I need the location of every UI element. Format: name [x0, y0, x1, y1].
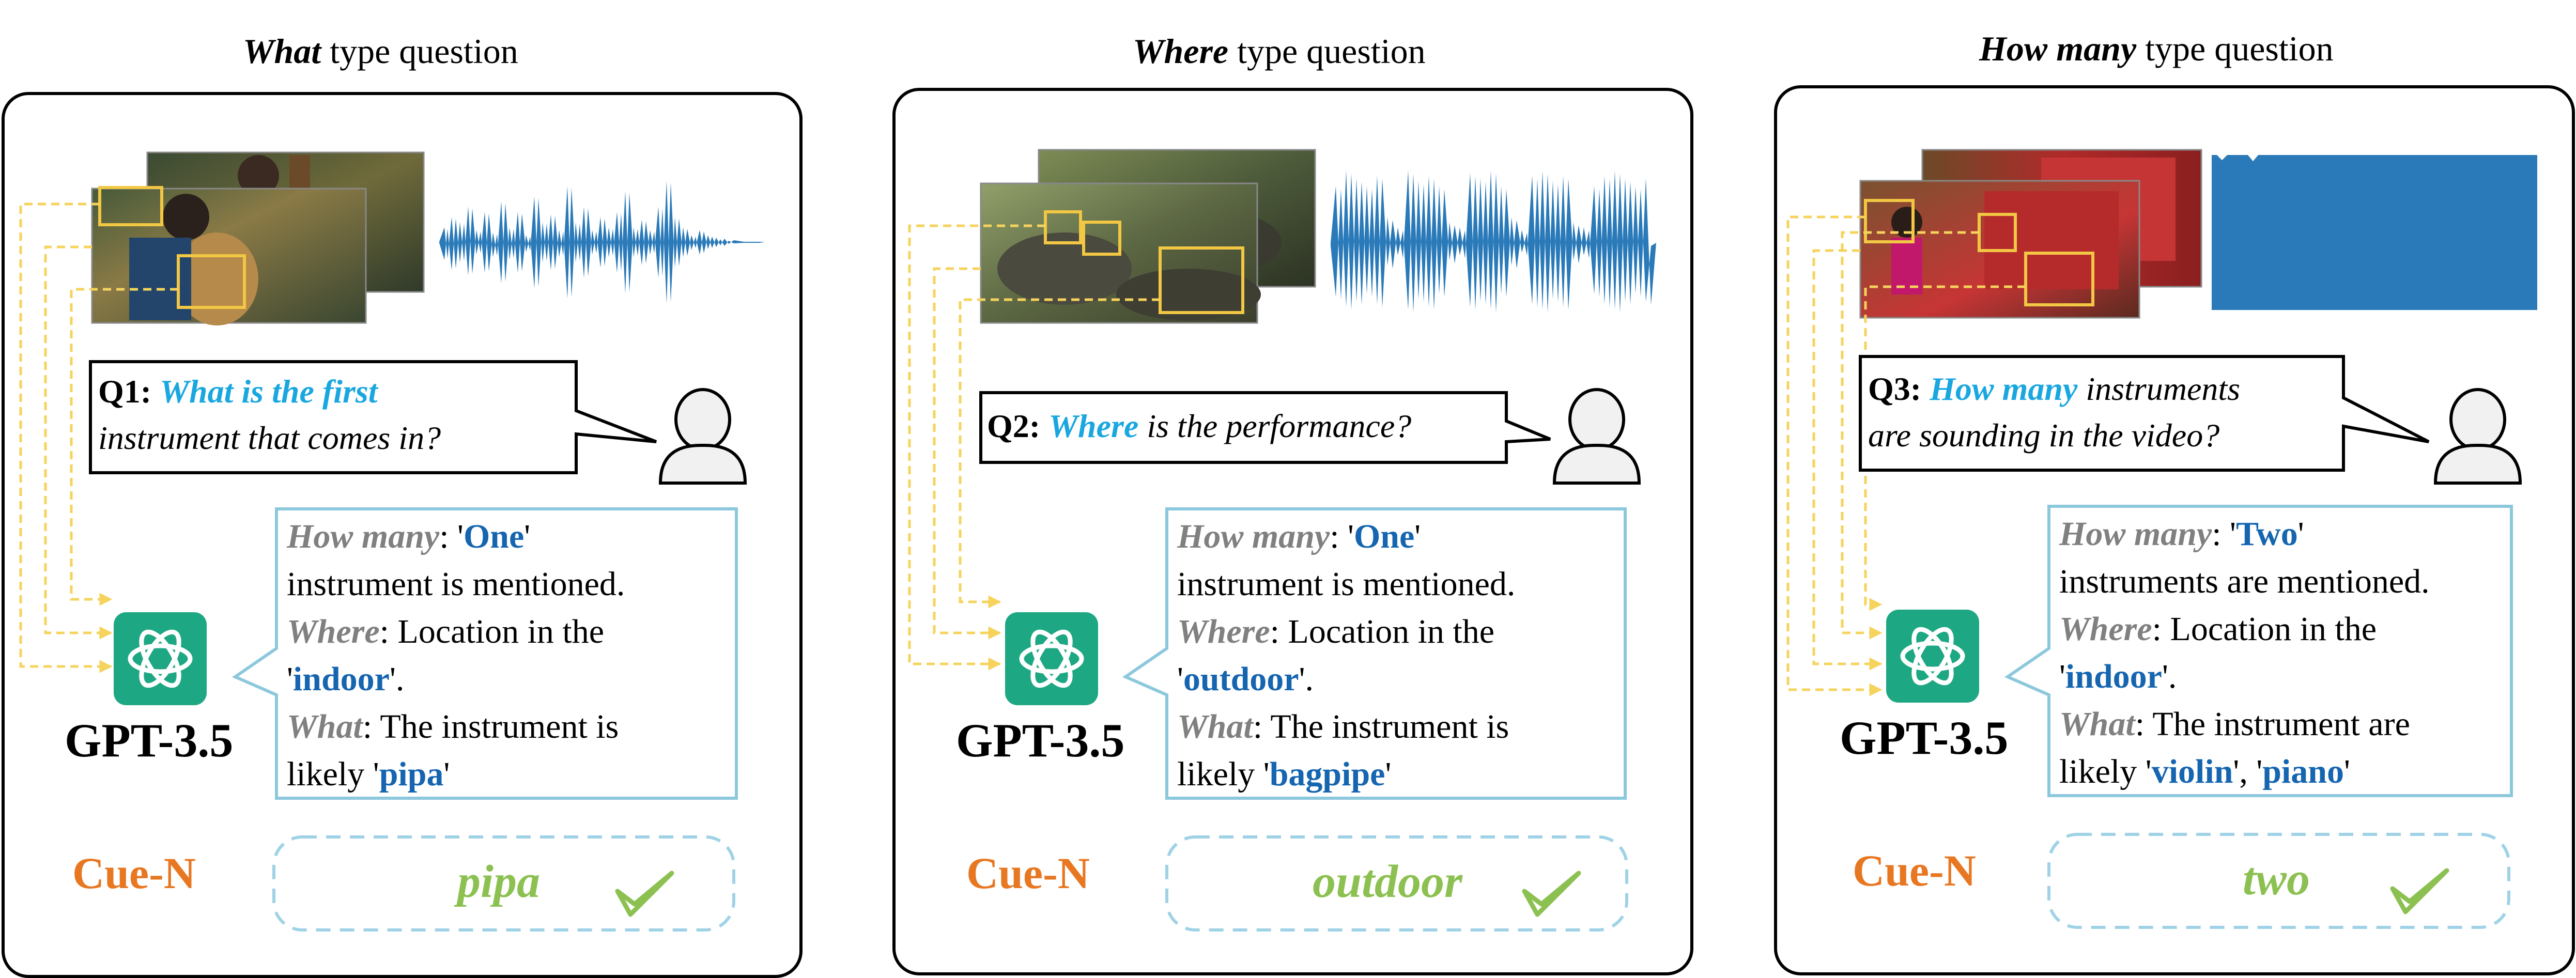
result-answer: outdoor: [1313, 856, 1463, 907]
question-text: Q3: How many instruments are sounding in the video?: [1868, 370, 2241, 454]
cue-label: Cue-N: [1853, 846, 1976, 895]
gpt-answer: How many: 'Two' instruments are mentioned. Where: Location in the 'indoor'. What: The instrument are likely 'violin', 'piano': [2059, 515, 2430, 790]
gpt-answer: How many: 'One' instrument is mentioned. Where: Location in the 'outdoor'. What: The instrument is likely 'bagpipe': [1177, 518, 1516, 793]
panel-title: What type question: [243, 32, 518, 71]
question-text: Q1: What is the first instrument that comes in?: [98, 373, 441, 456]
panel-title: Where type question: [1133, 32, 1426, 71]
gpt-answer: How many: 'One' instrument is mentioned. Where: Location in the 'indoor'. What: The instrument is likely 'pipa': [287, 518, 625, 793]
cue-label: Cue-N: [966, 848, 1090, 898]
result-answer: two: [2243, 853, 2310, 905]
model-label: GPT-3.5: [1840, 711, 2009, 764]
cue-label: Cue-N: [72, 848, 196, 898]
model-label: GPT-3.5: [956, 714, 1125, 767]
result-answer: pipa: [457, 856, 541, 907]
panel-title: How many type question: [1979, 29, 2334, 68]
model-label: GPT-3.5: [65, 714, 234, 767]
question-text: Q2: Where is the performance?: [987, 408, 1412, 444]
